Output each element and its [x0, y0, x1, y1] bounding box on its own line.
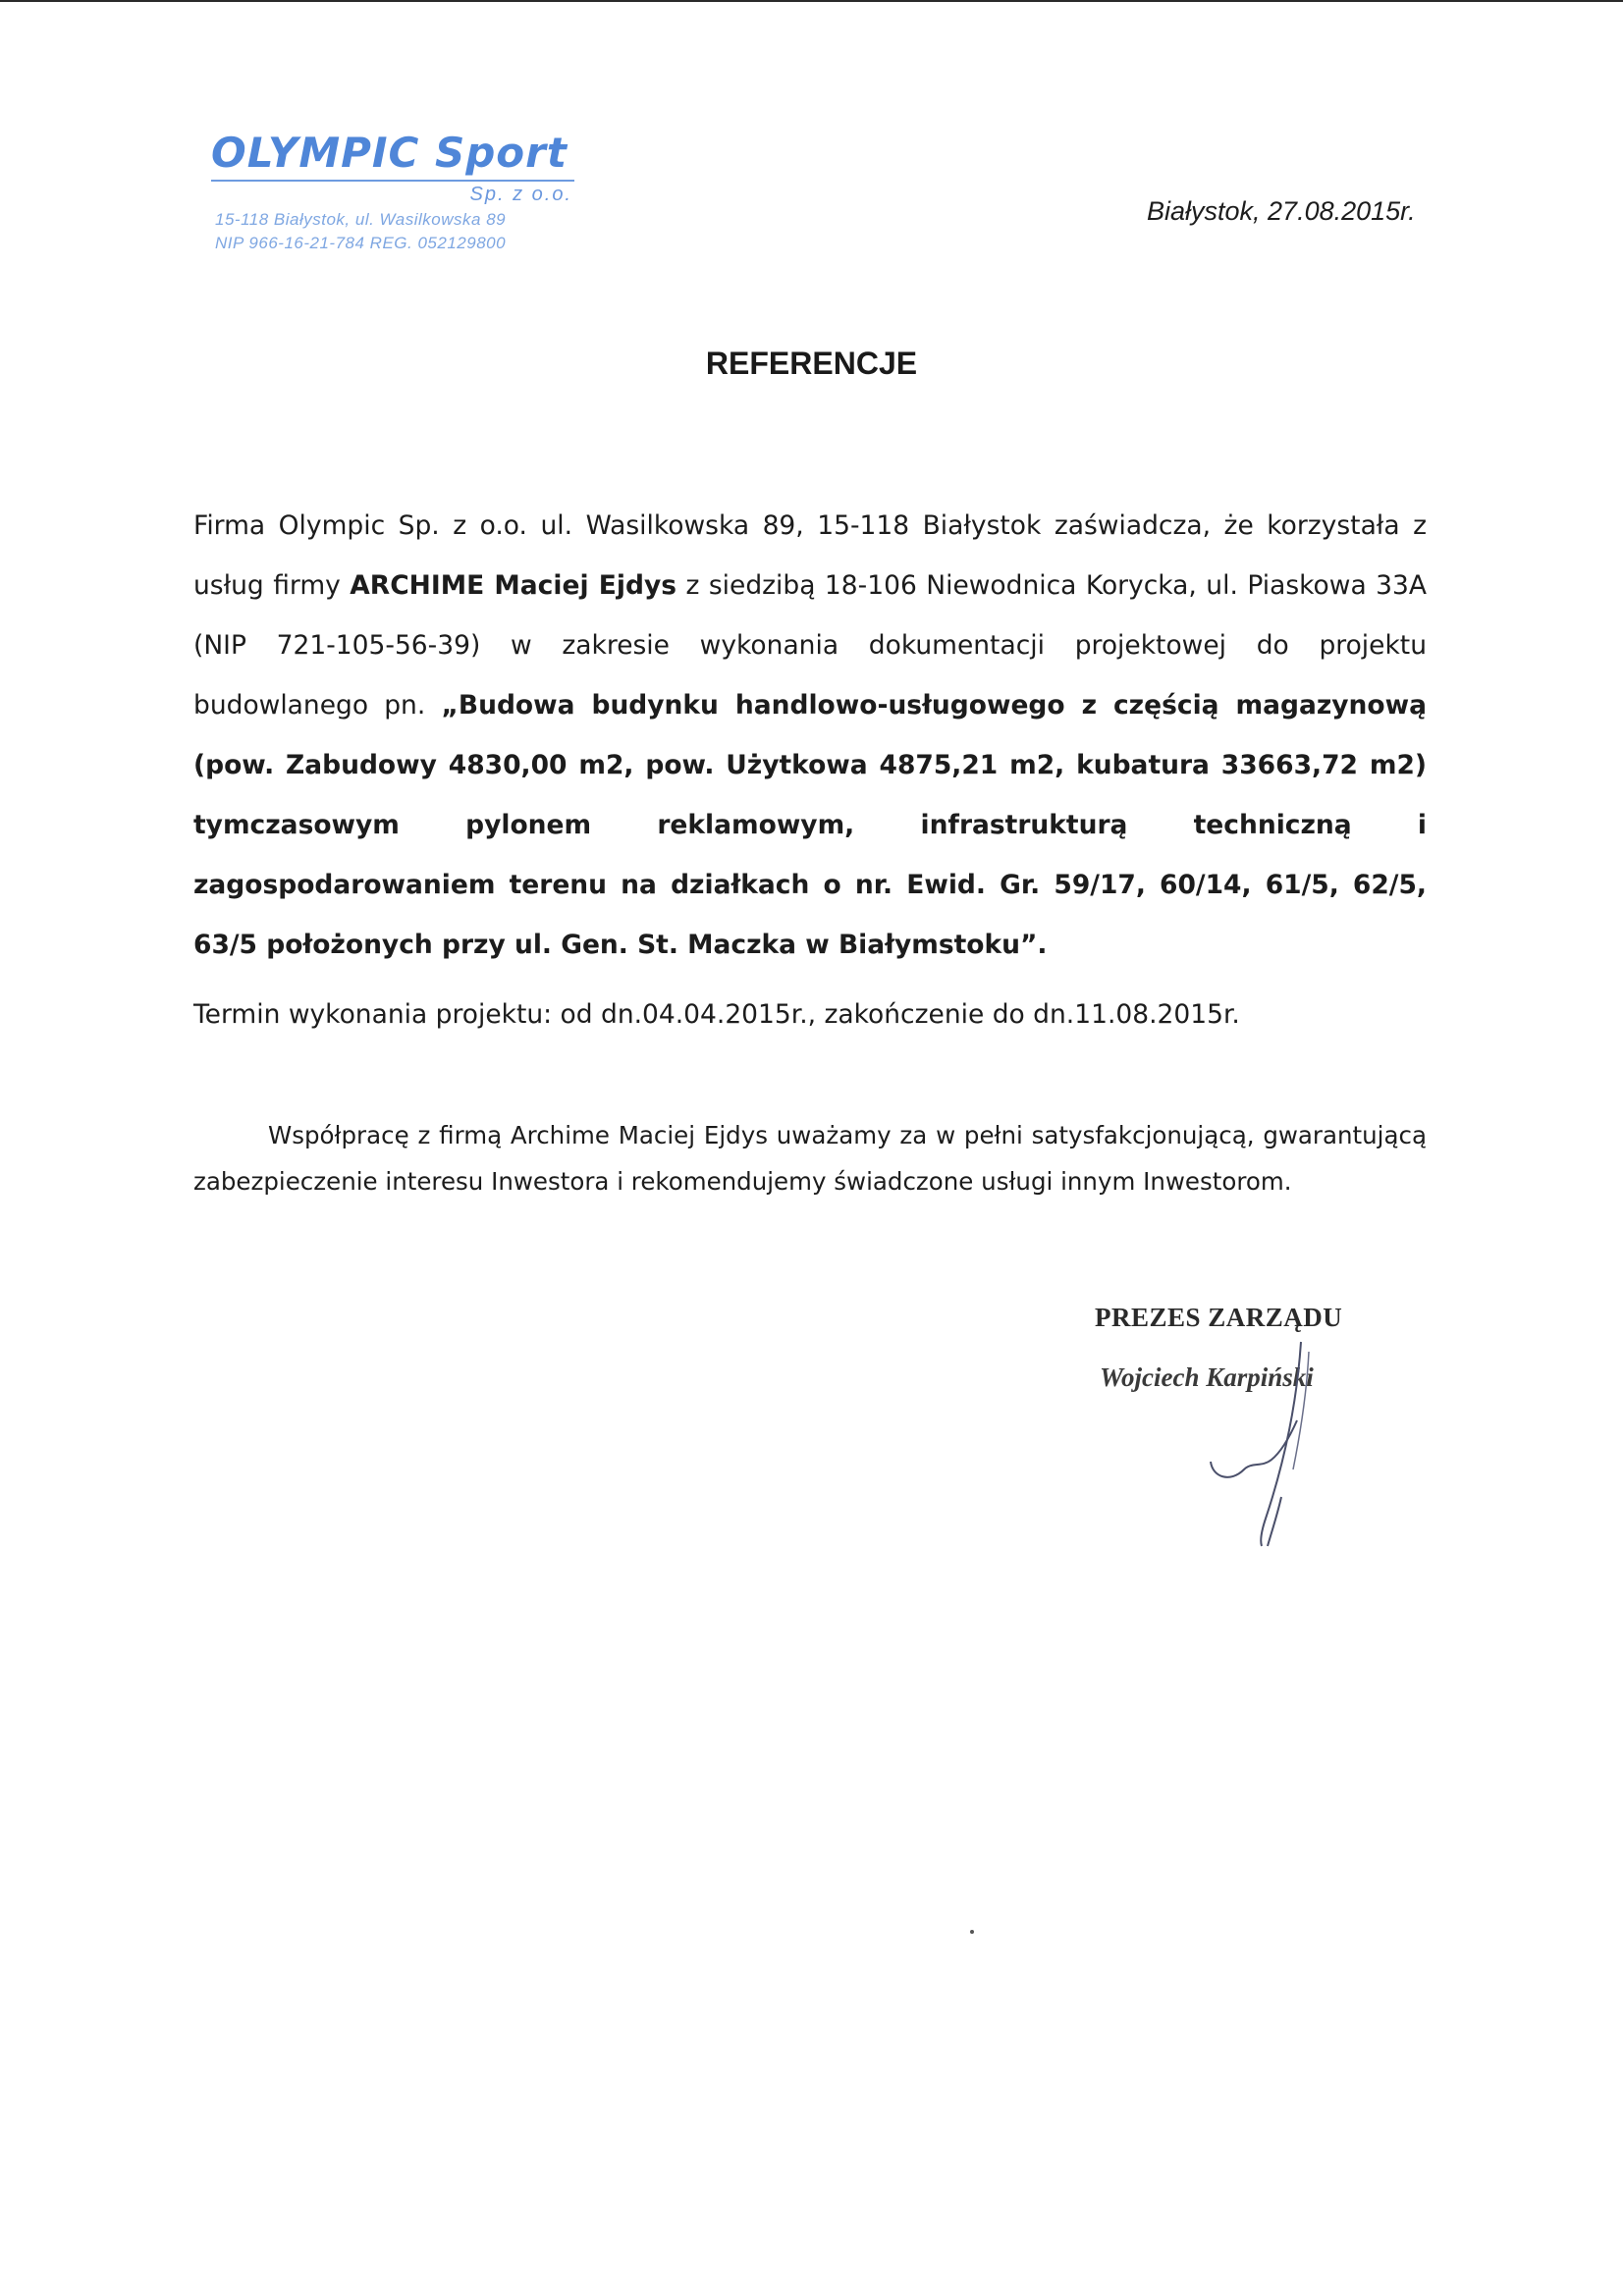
signatory-title: PREZES ZARZĄDU [1095, 1303, 1343, 1332]
main-paragraph [193, 496, 1427, 975]
project-term: Termin wykonania projektu: od dn.04.04.2015r., zakończenie do dn.11.08.2015r. [193, 999, 1240, 1030]
stamp-divider [211, 180, 574, 182]
signature-block [1095, 1303, 1389, 1558]
scan-top-edge [0, 0, 1623, 2]
stamp-registry: NIP 966-16-21-784 REG. 052129800 [215, 234, 507, 252]
place-date: Białystok, 27.08.2015r. [1147, 196, 1416, 226]
paragraph-text-1: Firma Olympic Sp. z o.o. ul. Wasilkowska 89, 15-118 Białystok zaświadcza, że korzystała z usług firmy [193, 510, 1427, 601]
company-stamp [211, 129, 584, 253]
handwritten-signature [1183, 1322, 1380, 1577]
project-title: „Budowa budynku handlowo-usługowego z częścią magazynową (pow. Zabudowy 4830,00 m2, pow. Użytkowa 4875,21 m2, kubatura 33663,72 m2) tymczasowym pylonem reklamowym, infrastrukturą techniczną i zagospodarowaniem terenu na działkach o nr. Ewid. Gr. 59/17, 60/14, 61/5, 62/5, 63/5 położonych przy ul. Gen. St. Maczka w Białymstoku”. [193, 690, 1427, 960]
paragraph-text-2: z siedzibą 18-106 Niewodnica Korycka, ul. Piaskowa 33A (NIP 721-105-56-39) w zakresie wykonania dokumentacji projektowej do projektu budowlanego pn. [193, 570, 1427, 721]
cooperation-paragraph: Współpracę z firmą Archime Maciej Ejdys uważamy za w pełni satysfakcjonującą, gwarantującą zabezpieczenie interesu Inwestora i rekomendujemy świadczone usługi innym Inwestorom. [193, 1121, 1427, 1196]
document-title: REFERENCJE [705, 346, 918, 381]
stamp-address: 15-118 Białystok, ul. Wasilkowska 89 [215, 210, 507, 229]
signatory-name: Wojciech Karpiński [1100, 1362, 1314, 1392]
contractor-name: ARCHIME Maciej Ejdys [350, 570, 677, 601]
company-logo: OLYMPIC Sport [211, 129, 568, 177]
stamp-legal-form: Sp. z o.o. [469, 184, 572, 205]
scan-speck [970, 1930, 974, 1934]
